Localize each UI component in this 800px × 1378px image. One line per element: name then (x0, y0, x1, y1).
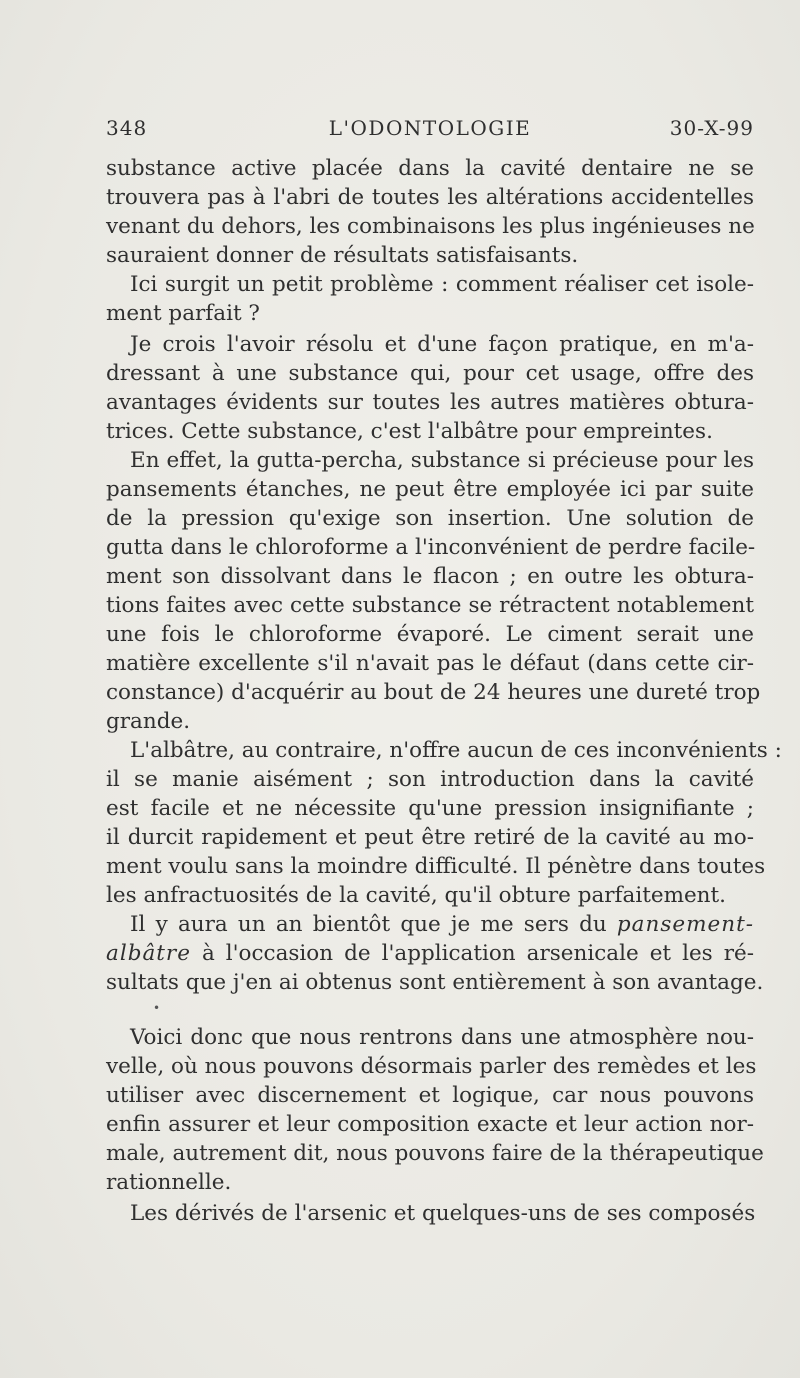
text-line: est facile et ne nécessite qu'une pression insignifiante ; (106, 796, 754, 821)
text-line: rationnelle. (106, 1170, 232, 1195)
text-line: male, autrement dit, nous pouvons faire de la thérapeutique (106, 1141, 764, 1166)
text-line: velle, où nous pouvons désormais parler des remèdes et les (106, 1054, 757, 1079)
text-line: tions faites avec cette substance se rétractent notablement (106, 593, 754, 618)
text-line: sultats que j'en ai obtenus sont entièrement à son avantage. (106, 970, 764, 995)
text-line: ment voulu sans la moindre difficulté. Il pénètre dans toutes (106, 854, 766, 879)
text-line: trices. Cette substance, c'est l'albâtre pour empreintes. (106, 419, 713, 444)
text-line: enfin assurer et leur composition exacte et leur action nor- (106, 1112, 754, 1137)
text-line: Les dérivés de l'arsenic et quelques-uns de ses composés (130, 1201, 756, 1226)
text-line: constance) d'acquérir au bout de 24 heures une dureté trop (106, 680, 761, 705)
text-line: pansements étanches, ne peut être employée ici par suite (106, 477, 754, 502)
ink-speck: • (153, 1001, 161, 1015)
text-line: ment parfait ? (106, 301, 260, 326)
journal-title: L'ODONTOLOGIE (328, 116, 532, 140)
text-line: venant du dehors, les combinaisons les plus ingénieuses ne (106, 214, 755, 239)
text-line: Ici surgit un petit problème : comment réaliser cet isole- (130, 272, 754, 297)
text-fragment: à l'occasion de l'application arsenicale et les ré- (201, 941, 754, 966)
text-line: dressant à une substance qui, pour cet usage, offre des (106, 361, 754, 386)
text-line: matière excellente s'il n'avait pas le défaut (dans cette cir- (106, 651, 754, 676)
text-line: utiliser avec discernement et logique, car nous pouvons (106, 1083, 754, 1108)
italic-term: pansement- (616, 912, 754, 937)
text-line: grande. (106, 709, 191, 734)
italic-term: albâtre (106, 941, 191, 966)
text-line: gutta dans le chloroforme a l'inconvénient de perdre facile- (106, 535, 756, 560)
text-line: il se manie aisément ; son introduction dans la cavité (106, 767, 754, 792)
text-line: les anfractuosités de la cavité, qu'il obture parfaitement. (106, 883, 727, 908)
text-line: Je crois l'avoir résolu et d'une façon pratique, en m'a- (130, 332, 754, 357)
text-line: de la pression qu'exige son insertion. Une solution de (106, 506, 754, 531)
text-fragment: Il y aura un an bientôt que je me sers du (130, 912, 607, 937)
running-header (106, 116, 754, 146)
text-line: il durcit rapidement et peut être retiré de la cavité au mo- (106, 825, 754, 850)
issue-date: 30-X-99 (669, 116, 754, 140)
text-line: L'albâtre, au contraire, n'offre aucun de ces inconvénients : (130, 738, 782, 763)
text-line: une fois le chloroforme évaporé. Le ciment serait une (106, 622, 754, 647)
page-number: 348 (106, 116, 148, 140)
text-line: ment son dissolvant dans le flacon ; en outre les obtura- (106, 564, 754, 589)
text-line: substance active placée dans la cavité dentaire ne se (106, 156, 754, 181)
text-line: trouvera pas à l'abri de toutes les altérations accidentelles (106, 185, 754, 210)
text-line: En effet, la gutta-percha, substance si précieuse pour les (130, 448, 754, 473)
text-line: Voici donc que nous rentrons dans une atmosphère nou- (130, 1025, 754, 1050)
text-line (130, 909, 754, 941)
text-line (106, 938, 754, 970)
text-line: avantages évidents sur toutes les autres matières obtura- (106, 390, 754, 415)
text-line: sauraient donner de résultats satisfaisants. (106, 243, 579, 268)
